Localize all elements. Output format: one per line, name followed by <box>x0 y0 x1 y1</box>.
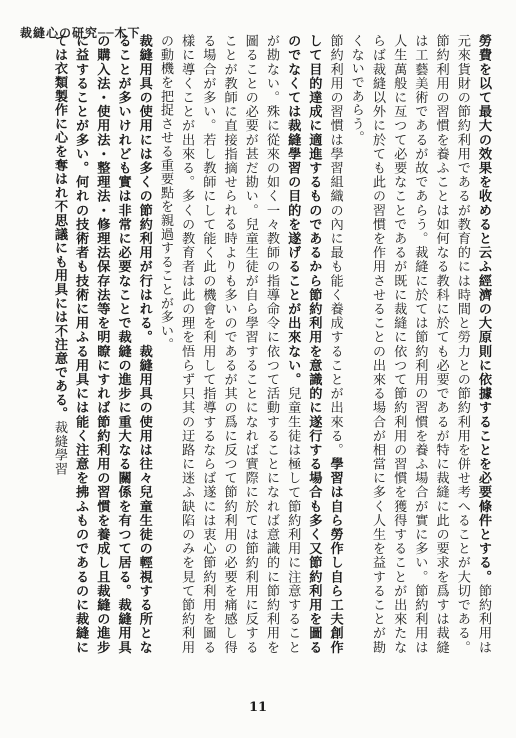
emphasized-text: 學習は自ら勞作し自ら工夫創作して目的達成に適進するものであるから節約利用を意識的に遂行する場合も多く又節約利用を圖るのでなくては裁縫學習の目的を遂げることが出來ない。 <box>285 34 343 654</box>
paragraph <box>155 34 346 654</box>
page-number: 11 <box>248 700 268 715</box>
paragraph <box>49 34 155 654</box>
body-text-segment: 節約利用は元來貨財の節約利用であるが教育的には時間と勞力との節約利用を併せ考へることが大切である。節約利用の習慣を養ふことは如何なる教科に於ても必要であるが特に裁縫に此の要求を爲すは裁縫は工藝美術であるが故であらう。裁縫に於ては節約利用の習慣を養ふ場合が實に多い。節約利用は人生萬般に亙つて必要なことであるが既に裁縫に依つて節約利用の習慣を獲得することが出來たならば裁縫以外に於ても此の習慣を作用させることの出來る場合が相當に多く人生を益することが勘くないであらう。 <box>348 34 491 654</box>
body-text <box>18 34 494 654</box>
running-head: 裁縫心の研究──木下 <box>20 26 141 40</box>
body-text-segment: 節約利用の習慣は學習組織の內に最も能く養成することが出來る。 <box>327 34 343 457</box>
emphasized-text: 裁縫用具の使用には多くの節約利用が行はれる。裁縫用具の使用は往々兒童生徒の輕視する所となることが多いけれども實は非常に必要なことで裁縫の進步に重大なる關係を有つて居る。裁縫用具の購入法・使用法・整理法・修理法保存法等を明瞭にすれば節約利用の習慣を養成し且裁縫の進步に益することが多い。何れの技術者も技術に用ふる用具には能く注意を拂ふものであるのに裁縫にては衣類製作に心を奪はれ不思議にも用具には不注意である。 <box>51 34 152 654</box>
body-text-segment: 裁縫學習 <box>51 420 67 476</box>
emphasized-text: 勞費を以て最大の效果を收めると云ふ經濟の大原則に依據することを必要條件とする。 <box>476 34 491 584</box>
body-text-segment: 兒童生徒は極して節約利用に注意することが勘ない。殊に從來の如く一々教師の指導命令に依つて活動することになれば意識的に節約利用を圖ることの必要が甚だ勘い。兒童生徒が自ら學習することになれば實際に於ては節約利用に反することが教師に直接指摘せられる時よりも多いのであるが其の爲に反つて節約利用の必要を痛感し得る場合が多い。若し教師にして能く此の機會を利用して指導するならば遂には衷心節約利用を圖る樣に導くことが出來る。多くの教育者は此の理を悟らず只其の迂路に迷ふ缺陷のみを見て節約利用の動機を把捉させる重要點を親過することが多い。 <box>157 34 301 654</box>
paragraph <box>346 34 494 654</box>
